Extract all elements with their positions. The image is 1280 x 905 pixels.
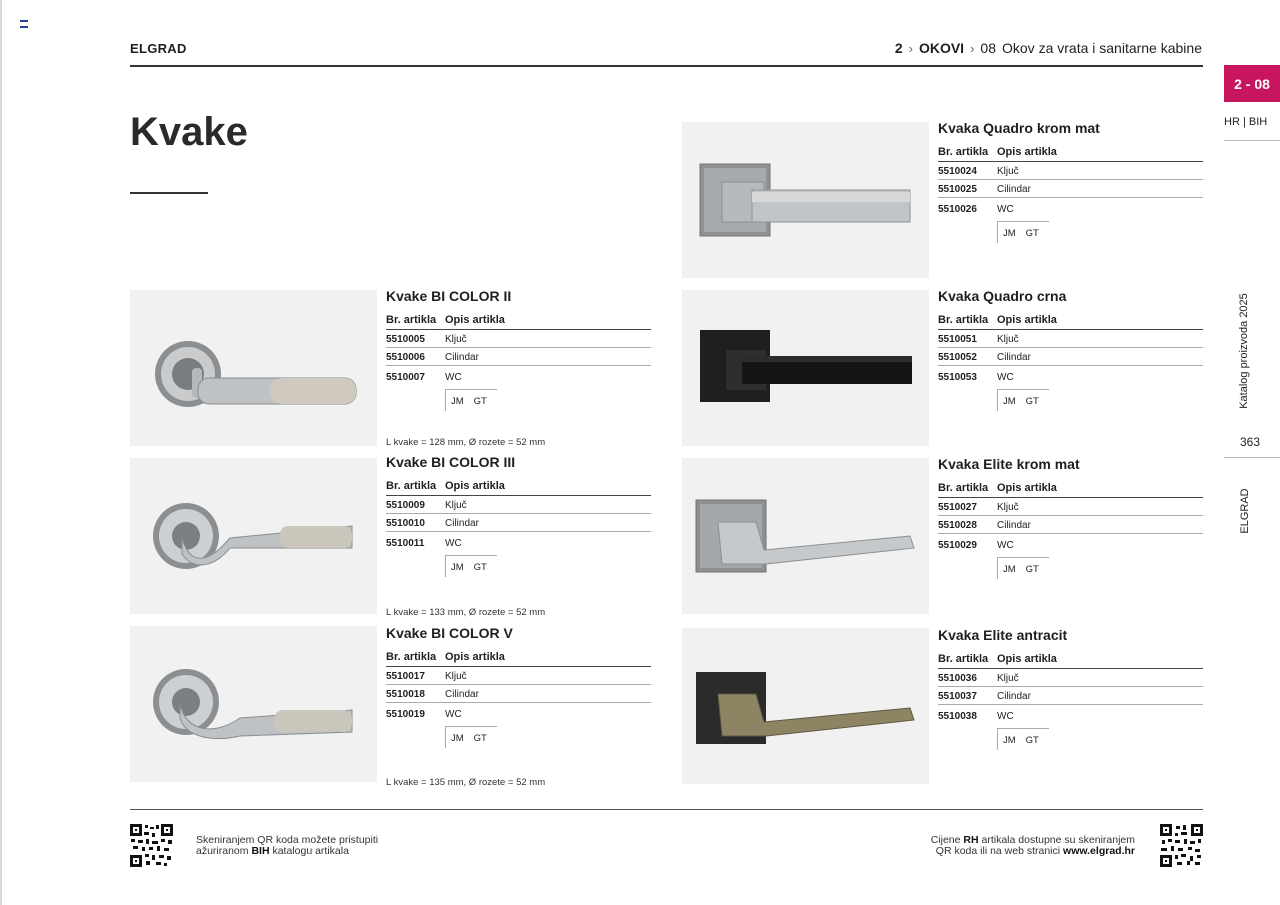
article-code: 5510018: [386, 689, 425, 700]
col-code: Br. artikla: [938, 653, 989, 665]
table-row: [386, 330, 651, 348]
table-row: [386, 348, 651, 366]
product-image-elite-krom-mat: [682, 458, 929, 614]
col-desc: Opis artikla: [997, 482, 1057, 494]
table-header: [386, 480, 651, 496]
table-row: [938, 669, 1203, 687]
table-row: [386, 703, 651, 722]
article-code: 5510027: [938, 502, 977, 513]
footer-region: BIH: [251, 845, 270, 857]
footer-text: ažuriranom: [196, 845, 252, 857]
variant: GT: [473, 733, 487, 744]
table-header: [386, 314, 651, 330]
col-desc: Opis artikla: [997, 314, 1057, 326]
product-bi-color-ii: [386, 288, 651, 411]
header-divider: [130, 65, 1203, 67]
dimensions-note: L kvake = 128 mm, Ø rozete = 52 mm: [386, 437, 546, 448]
variant: GT: [1025, 228, 1039, 239]
article-code: 5510024: [938, 166, 977, 177]
dimensions-note: L kvake = 135 mm, Ø rozete = 52 mm: [386, 777, 546, 788]
article-desc: WC: [997, 372, 1014, 383]
product-image-elite-antracit: [682, 628, 929, 784]
variant-list: [445, 726, 497, 748]
article-code: 5510019: [386, 709, 425, 720]
table-row: [938, 162, 1203, 180]
article-desc: Cilindar: [997, 691, 1031, 702]
article-desc: Ključ: [997, 166, 1019, 177]
table-row: [938, 330, 1203, 348]
footer-text: katalogu artikala: [269, 845, 349, 857]
variant: JM: [451, 733, 464, 744]
footer-text: artikala dostupne su skeniranjem: [978, 834, 1135, 846]
article-code: 5510028: [938, 520, 977, 531]
col-desc: Opis artikla: [445, 651, 505, 663]
breadcrumb-section[interactable]: Okov za vrata i sanitarne kabine: [1002, 40, 1202, 56]
variant: GT: [1025, 735, 1039, 746]
article-desc: Ključ: [997, 334, 1019, 345]
table-row: [938, 705, 1203, 724]
table-row: [938, 366, 1203, 385]
table-row: [386, 514, 651, 532]
sidebar-divider: [1224, 457, 1280, 458]
table-row: [386, 685, 651, 703]
article-desc: Ključ: [445, 334, 467, 345]
product-bi-color-iii: [386, 454, 651, 577]
table-row: [938, 498, 1203, 516]
col-code: Br. artikla: [938, 482, 989, 494]
article-desc: Ključ: [997, 673, 1019, 684]
article-desc: WC: [445, 538, 462, 549]
footer-right-line2: [931, 846, 1135, 857]
article-desc: Cilindar: [997, 352, 1031, 363]
footer-text: QR koda ili na web stranici: [935, 845, 1064, 857]
table-row: [938, 348, 1203, 366]
variant: JM: [1003, 396, 1016, 407]
article-desc: WC: [445, 709, 462, 720]
table-header: [938, 482, 1203, 498]
article-desc: Cilindar: [997, 520, 1031, 531]
brand-vertical: ELGRAD: [1239, 488, 1251, 534]
article-code: 5510010: [386, 518, 425, 529]
table-row: [386, 496, 651, 514]
table-header: [386, 651, 651, 667]
product-quadro-krom-mat: [938, 120, 1203, 243]
article-code: 5510029: [938, 540, 977, 551]
table-header: [938, 314, 1203, 330]
breadcrumb-chapter[interactable]: OKOVI: [918, 40, 965, 56]
variant-list: [445, 389, 497, 411]
article-desc: Cilindar: [445, 352, 479, 363]
article-code: 5510038: [938, 711, 977, 722]
catalog-label: Katalog proizvoda 2025: [1238, 293, 1250, 409]
product-bi-color-v: [386, 625, 651, 748]
article-code: 5510025: [938, 184, 977, 195]
table-row: [386, 667, 651, 685]
product-quadro-crna: [938, 288, 1203, 411]
product-image-quadro-krom-mat: [682, 122, 929, 278]
product-image-quadro-crna: [682, 290, 929, 446]
article-code: 5510052: [938, 352, 977, 363]
page-edge: [0, 0, 2, 905]
article-code: 5510005: [386, 334, 425, 345]
article-code: 5510011: [386, 538, 425, 549]
table-row: [386, 532, 651, 551]
section-tab[interactable]: 2 - 08: [1224, 65, 1280, 102]
article-desc: WC: [997, 711, 1014, 722]
breadcrumb-section-num: 08: [980, 40, 996, 56]
product-name: Kvake BI COLOR III: [386, 454, 516, 470]
variant: JM: [451, 562, 464, 573]
footer-website-link[interactable]: www.elgrad.hr: [1063, 845, 1135, 857]
table-row: [386, 366, 651, 385]
article-desc: Ključ: [997, 502, 1019, 513]
table-row: [938, 687, 1203, 705]
breadcrumb: [895, 40, 1202, 56]
variant-list: [997, 728, 1049, 750]
title-rule: [130, 192, 208, 194]
variant: JM: [1003, 564, 1016, 575]
product-elite-antracit: [938, 627, 1203, 750]
article-desc: WC: [997, 204, 1014, 215]
col-desc: Opis artikla: [445, 480, 505, 492]
chevron-right-icon: ›: [970, 40, 975, 56]
product-name: Kvaka Elite antracit: [938, 627, 1068, 643]
article-code: 5510053: [938, 372, 977, 383]
col-desc: Opis artikla: [997, 653, 1057, 665]
product-name: Kvaka Quadro krom mat: [938, 120, 1100, 136]
dimensions-note: L kvake = 133 mm, Ø rozete = 52 mm: [386, 607, 546, 618]
product-name: Kvaka Quadro crna: [938, 288, 1067, 304]
article-desc: Cilindar: [445, 518, 479, 529]
qr-code-icon[interactable]: [1160, 824, 1203, 867]
table-row: [938, 534, 1203, 553]
article-desc: Cilindar: [445, 689, 479, 700]
article-code: 5510009: [386, 500, 425, 511]
language-label: HR | BIH: [1224, 116, 1268, 128]
article-desc: WC: [997, 540, 1014, 551]
article-code: 5510006: [386, 352, 425, 363]
header-brand: ELGRAD: [130, 41, 187, 56]
col-code: Br. artikla: [386, 651, 437, 663]
table-row: [938, 180, 1203, 198]
footer-left-text: [196, 835, 378, 857]
col-code: Br. artikla: [386, 480, 437, 492]
col-desc: Opis artikla: [445, 314, 505, 326]
variant-list: [997, 221, 1049, 243]
variant: GT: [1025, 396, 1039, 407]
table-row: [938, 516, 1203, 534]
variant-list: [997, 389, 1049, 411]
article-code: 5510036: [938, 673, 977, 684]
article-code: 5510051: [938, 334, 977, 345]
col-desc: Opis artikla: [997, 146, 1057, 158]
col-code: Br. artikla: [938, 146, 989, 158]
table-header: [938, 146, 1203, 162]
footer-divider: [130, 809, 1203, 810]
menu-icon[interactable]: [20, 20, 28, 28]
variant: GT: [1025, 564, 1039, 575]
variant: JM: [1003, 228, 1016, 239]
footer-region: RH: [963, 834, 979, 846]
variant: JM: [1003, 735, 1016, 746]
variant-list: [997, 557, 1049, 579]
qr-code-icon[interactable]: [130, 824, 173, 867]
article-desc: Ključ: [445, 500, 467, 511]
article-code: 5510007: [386, 372, 425, 383]
footer-right-text: [931, 835, 1135, 857]
variant: GT: [473, 396, 487, 407]
product-name: Kvaka Elite krom mat: [938, 456, 1080, 472]
col-code: Br. artikla: [386, 314, 437, 326]
article-desc: WC: [445, 372, 462, 383]
footer-left-line1: Skeniranjem QR koda možete pristupiti: [196, 834, 379, 846]
footer-text: Cijene: [930, 834, 964, 846]
col-code: Br. artikla: [938, 314, 989, 326]
sidebar-divider: [1224, 140, 1280, 141]
product-image-bi-color-v: [130, 626, 377, 782]
product-name: Kvake BI COLOR V: [386, 625, 513, 641]
page-number: 363: [1239, 435, 1261, 449]
variant-list: [445, 555, 497, 577]
variant: GT: [473, 562, 487, 573]
product-name: Kvake BI COLOR II: [386, 288, 512, 304]
table-header: [938, 653, 1203, 669]
article-code: 5510017: [386, 671, 425, 682]
product-elite-krom-mat: [938, 456, 1203, 579]
article-desc: Ključ: [445, 671, 467, 682]
page-title: Kvake: [130, 110, 248, 154]
table-row: [938, 198, 1203, 217]
variant: JM: [451, 396, 464, 407]
product-image-bi-color-iii: [130, 458, 377, 614]
footer-left-line2: [196, 846, 378, 857]
chevron-right-icon: ›: [908, 40, 913, 56]
article-code: 5510037: [938, 691, 977, 702]
article-code: 5510026: [938, 204, 977, 215]
breadcrumb-chapter-num: 2: [894, 40, 903, 56]
product-image-bi-color-ii: [130, 290, 377, 446]
article-desc: Cilindar: [997, 184, 1031, 195]
